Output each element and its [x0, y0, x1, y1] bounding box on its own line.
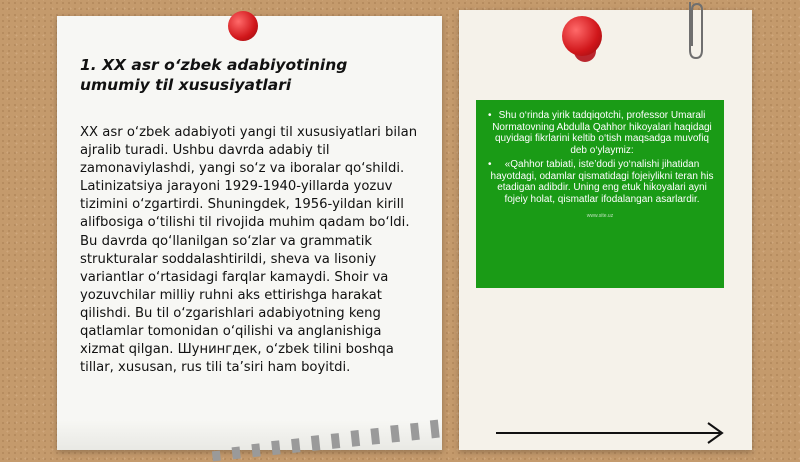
push-pin-icon [228, 11, 258, 41]
push-pin-icon [562, 16, 602, 56]
quote-bullet-2: • «Qahhor tabiati, iste’dodi yo‘nalishi jihatidan hayotdagi, odamlar qismatidagi fojeiylikni teran his etadigan adibdir. Uning eng etuk hikoyalari ayni fojeiy holat, qismatlar ifodalangan asarlardir. [484, 159, 716, 205]
slide-title: 1. XX asr o‘zbek adabiyotining umumiy til xususiyatlari [80, 56, 348, 94]
arrow-right-icon [494, 420, 726, 446]
body-paragraph: XX asr o‘zbek adabiyoti yangi til xususiyatlari bilan ajralib turadi. Ushbu davrda adabiy til zamonaviylashdi, yangi so‘z va iboralar qo‘shildi. Latinizatsiya jarayoni 1929-1940-yillarda yozuv tizimini o‘zgartirdi. Shuningdek, 1956-yildan kirill alifbosiga o‘tilishi til rivojida muhim qadam bo‘ldi. Bu davrda qo‘llanilgan so‘zlar va grammatik strukturalar soddalashtirildi, sheva va lisoniy variantlar o‘rtasidagi farqlar kamaydi. Shoir va yozuvchilar milliy ruhni aks ettirishga harakat qilishdi. Bu til o‘zgarishlari adabiyotning keng qatlamlar tomonidan o‘qilishi va anglanishiga xizmat qilgan. Шунингдек, o‘zbek tilini boshqa tillar, xususan, rus tili ta’siri ham boyitdi. [80, 125, 418, 376]
quote-bullet-1: • Shu o‘rinda yirik tadqiqotchi, professor Umarali Normatovning Abdulla Qahhor hikoyalari haqidagi quyidagi fikrlarini keltib o‘tish maqsadga muvofiq deb o‘ylaymiz: [484, 110, 716, 156]
paperclip-icon [682, 0, 706, 62]
quote-panel [476, 100, 724, 288]
panel-footnote: www.site.uz [586, 213, 614, 219]
